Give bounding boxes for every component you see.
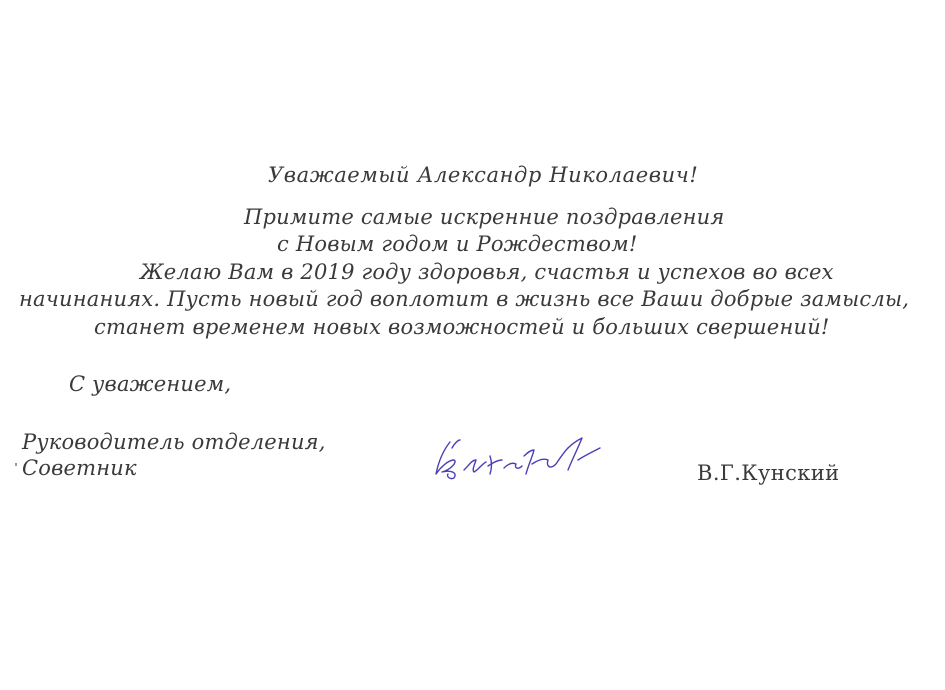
scan-speck (15, 463, 17, 466)
letter-closing: С уважением, (69, 372, 232, 396)
letter-body-line: начинаниях. Пусть новый год воплотит в жизнь все Ваши добрые замыслы, (19, 287, 910, 311)
letter-greeting: Уважаемый Александр Николаевич! (268, 163, 699, 187)
letter-body-line: Желаю Вам в 2019 году здоровья, счастья и успехов во всех (140, 260, 834, 284)
signer-title-line: Руководитель отделения, (22, 430, 326, 454)
handwritten-signature (428, 430, 608, 486)
letter-body-line: Примите самые искренние поздравления (244, 205, 725, 229)
signer-title-line: Советник (22, 456, 137, 480)
signer-name: В.Г.Кунский (697, 461, 840, 485)
letter-body-line: станет временем новых возможностей и больших свершений! (94, 315, 830, 339)
letter-body-line: с Новым годом и Рождеством! (277, 232, 638, 256)
